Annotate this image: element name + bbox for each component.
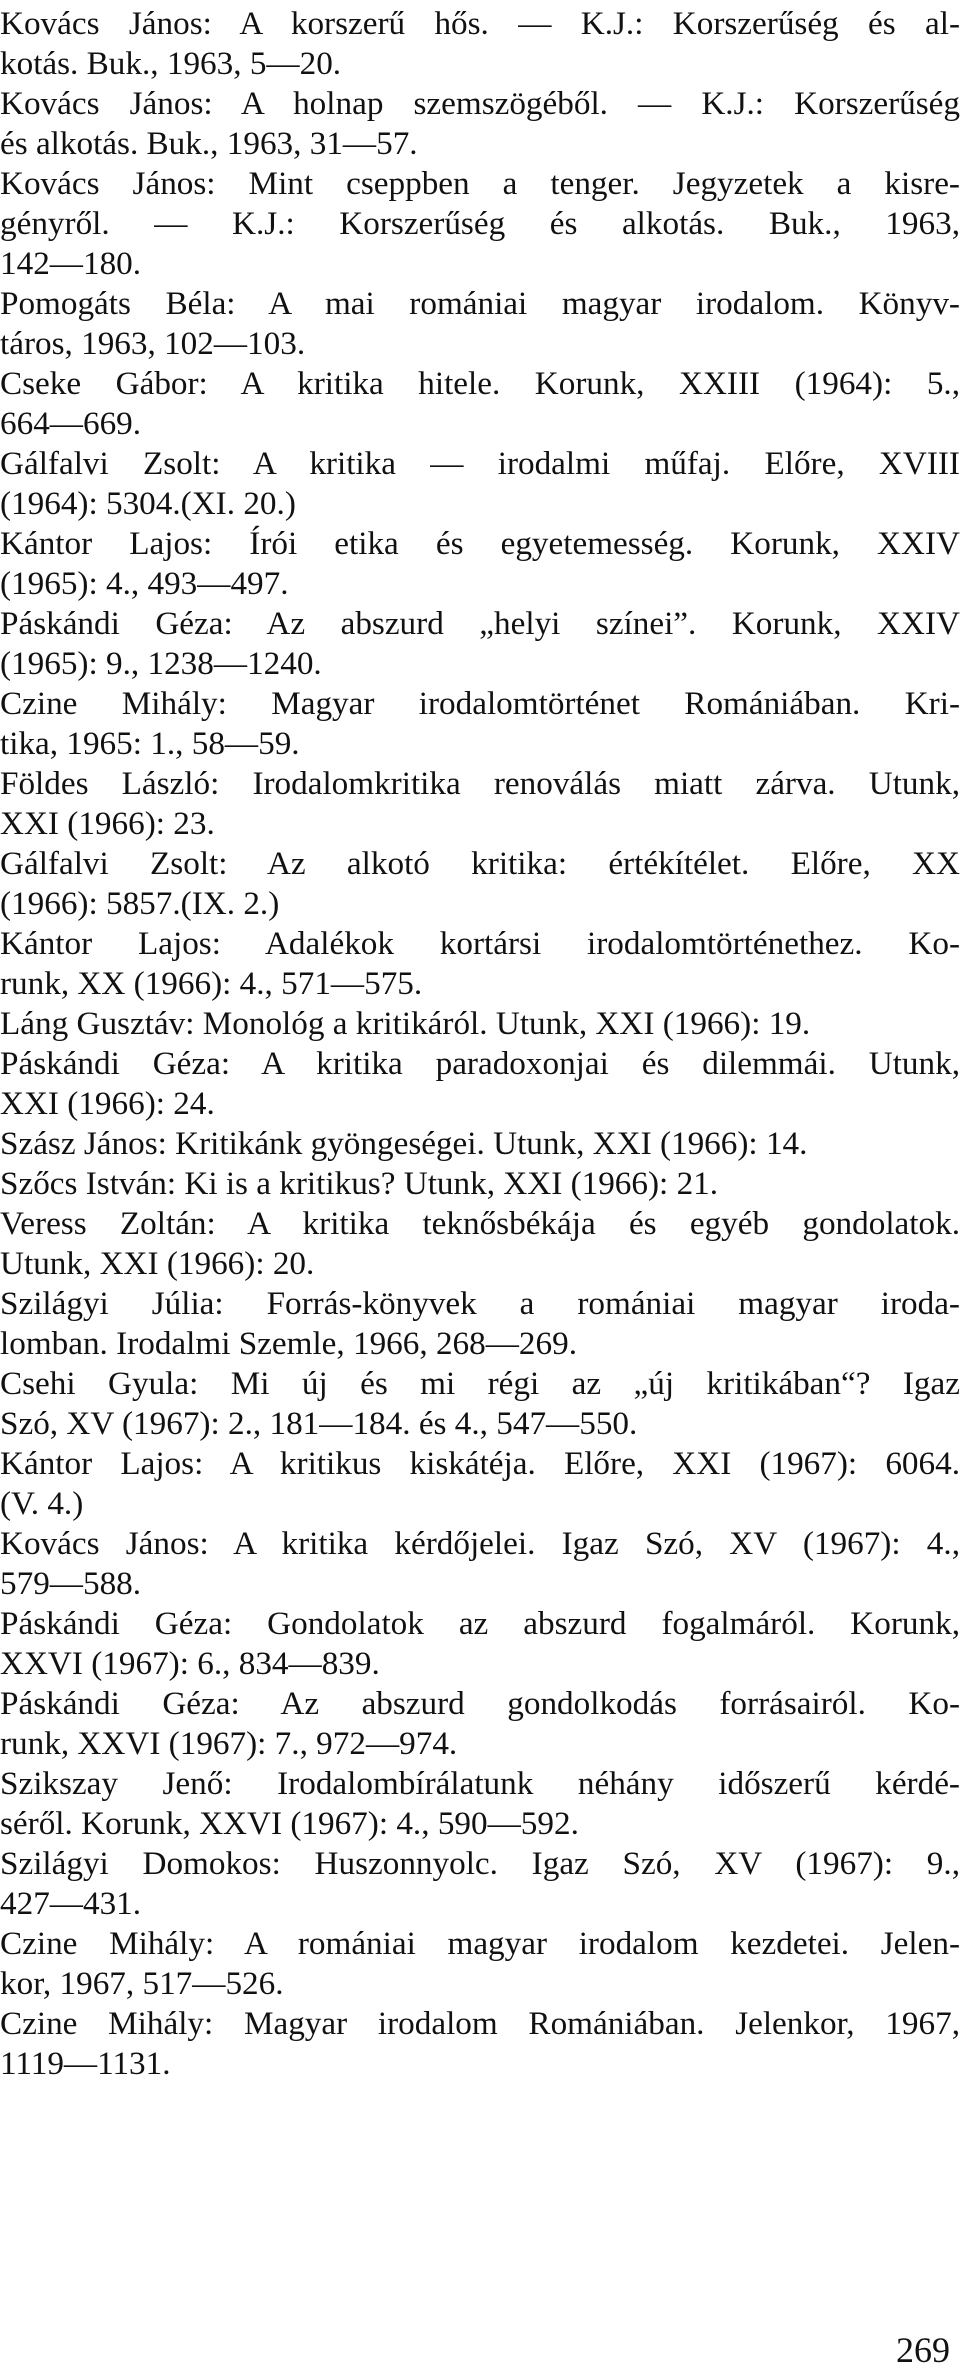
bibliography-entry — [0, 1444, 960, 1524]
entry-line: Szó, XV (1967): 2., 181—184. és 4., 547—550. — [0, 1405, 638, 1442]
entry-line: Cseke Gábor: A kritika hitele. Korunk, XXIII (1964): 5., — [0, 365, 960, 402]
entry-line: runk, XX (1966): 4., 571—575. — [0, 965, 423, 1002]
entry-line: Gálfalvi Zsolt: A kritika — irodalmi műfaj. Előre, XVIII — [0, 445, 960, 482]
entry-line: Pomogáts Béla: A mai romániai magyar irodalom. Könyv- — [0, 285, 960, 322]
entry-line: Czine Mihály: Magyar irodalom Romániában. Jelenkor, 1967, — [0, 2005, 960, 2042]
entry-line: (1966): 5857.(IX. 2.) — [0, 885, 280, 922]
entry-line: XXI (1966): 24. — [0, 1085, 215, 1122]
bibliography-entry — [0, 844, 960, 924]
bibliography-entry — [0, 1164, 960, 1204]
bibliography-entry — [0, 1684, 960, 1764]
entry-line: 142—180. — [0, 245, 142, 282]
entry-line: Láng Gusztáv: Monológ a kritikáról. Utunk, XXI (1966): 19. — [0, 1005, 811, 1042]
entry-line: (1965): 4., 493—497. — [0, 565, 289, 602]
entry-line: (1965): 9., 1238—1240. — [0, 645, 322, 682]
bibliography-entry — [0, 84, 960, 164]
bibliography-entry — [0, 1124, 960, 1164]
entry-line: Páskándi Géza: Az abszurd gondolkodás forrásairól. Ko- — [0, 1685, 960, 1722]
entry-line: Kántor Lajos: Adalékok kortársi irodalomtörténethez. Ko- — [0, 925, 960, 962]
bibliography-entry — [0, 1524, 960, 1604]
entry-line: séről. Korunk, XXVI (1967): 4., 590—592. — [0, 1805, 579, 1842]
entry-line: kor, 1967, 517—526. — [0, 1965, 284, 2002]
entry-line: Veress Zoltán: A kritika teknősbékája és egyéb gondolatok. — [0, 1205, 960, 1242]
page-number: 269 — [896, 2330, 950, 2370]
entry-line: Kovács János: A holnap szemszögéből. — K.J.: Korszerűség — [0, 85, 960, 122]
entry-line: és alkotás. Buk., 1963, 31—57. — [0, 125, 418, 162]
entry-line: lomban. Irodalmi Szemle, 1966, 268—269. — [0, 1325, 578, 1362]
entry-line: gényről. — K.J.: Korszerűség és alkotás. Buk., 1963, — [0, 205, 960, 242]
entry-line: Szilágyi Domokos: Huszonnyolc. Igaz Szó, XV (1967): 9., — [0, 1845, 960, 1882]
entry-line: Csehi Gyula: Mi új és mi régi az „új kritikában“? Igaz — [0, 1365, 960, 1402]
bibliography-entry — [0, 2004, 960, 2084]
bibliography-list — [0, 4, 960, 2084]
entry-line: 427—431. — [0, 1885, 142, 1922]
entry-line: runk, XXVI (1967): 7., 972—974. — [0, 1725, 458, 1762]
entry-line: Kovács János: A kritika kérdőjelei. Igaz Szó, XV (1967): 4., — [0, 1525, 960, 1562]
bibliography-entry — [0, 4, 960, 84]
entry-line: (1964): 5304.(XI. 20.) — [0, 485, 296, 522]
entry-line: XXI (1966): 23. — [0, 805, 215, 842]
entry-line: Páskándi Géza: Az abszurd „helyi színei”. Korunk, XXIV — [0, 605, 960, 642]
bibliography-entry — [0, 1844, 960, 1924]
bibliography-entry — [0, 164, 960, 284]
bibliography-entry — [0, 1604, 960, 1684]
entry-line: 579—588. — [0, 1565, 142, 1602]
bibliography-page — [0, 4, 960, 2084]
bibliography-entry — [0, 684, 960, 764]
entry-line: Utunk, XXI (1966): 20. — [0, 1245, 315, 1282]
entry-line: Szőcs István: Ki is a kritikus? Utunk, XXI (1966): 21. — [0, 1165, 719, 1202]
bibliography-entry — [0, 524, 960, 604]
entry-line: Földes László: Irodalomkritika renoválás miatt zárva. Utunk, — [0, 765, 960, 802]
entry-line: Kovács János: Mint cseppben a tenger. Jegyzetek a kisre- — [0, 165, 960, 202]
bibliography-entry — [0, 364, 960, 444]
entry-line: Kántor Lajos: A kritikus kiskátéja. Előre, XXI (1967): 6064. — [0, 1445, 960, 1482]
entry-line: Páskándi Géza: A kritika paradoxonjai és dilemmái. Utunk, — [0, 1045, 960, 1082]
bibliography-entry — [0, 1364, 960, 1444]
bibliography-entry — [0, 604, 960, 684]
bibliography-entry — [0, 1284, 960, 1364]
bibliography-entry — [0, 924, 960, 1004]
entry-line: (V. 4.) — [0, 1485, 84, 1522]
bibliography-entry — [0, 1044, 960, 1124]
bibliography-entry — [0, 1764, 960, 1844]
entry-line: Szilágyi Júlia: Forrás-könyvek a romániai magyar iroda- — [0, 1285, 960, 1322]
entry-line: tika, 1965: 1., 58—59. — [0, 725, 300, 762]
bibliography-entry — [0, 1924, 960, 2004]
entry-line: 664—669. — [0, 405, 142, 442]
entry-line: Czine Mihály: A romániai magyar irodalom kezdetei. Jelen- — [0, 1925, 960, 1962]
bibliography-entry — [0, 764, 960, 844]
bibliography-entry — [0, 1004, 960, 1044]
entry-line: Szász János: Kritikánk gyöngeségei. Utunk, XXI (1966): 14. — [0, 1125, 808, 1162]
entry-line: Szikszay Jenő: Irodalombírálatunk néhány időszerű kérdé- — [0, 1765, 960, 1802]
entry-line: Czine Mihály: Magyar irodalomtörténet Romániában. Kri- — [0, 685, 960, 722]
entry-line: Gálfalvi Zsolt: Az alkotó kritika: értékítélet. Előre, XX — [0, 845, 960, 882]
entry-line: táros, 1963, 102—103. — [0, 325, 306, 362]
bibliography-entry — [0, 444, 960, 524]
bibliography-entry — [0, 284, 960, 364]
entry-line: Kántor Lajos: Írói etika és egyetemesség. Korunk, XXIV — [0, 525, 960, 562]
entry-line: kotás. Buk., 1963, 5—20. — [0, 45, 342, 82]
entry-line: 1119—1131. — [0, 2045, 171, 2082]
entry-line: XXVI (1967): 6., 834—839. — [0, 1645, 380, 1682]
entry-line: Páskándi Géza: Gondolatok az abszurd fogalmáról. Korunk, — [0, 1605, 960, 1642]
bibliography-entry — [0, 1204, 960, 1284]
entry-line: Kovács János: A korszerű hős. — K.J.: Korszerűség és al- — [0, 5, 960, 42]
